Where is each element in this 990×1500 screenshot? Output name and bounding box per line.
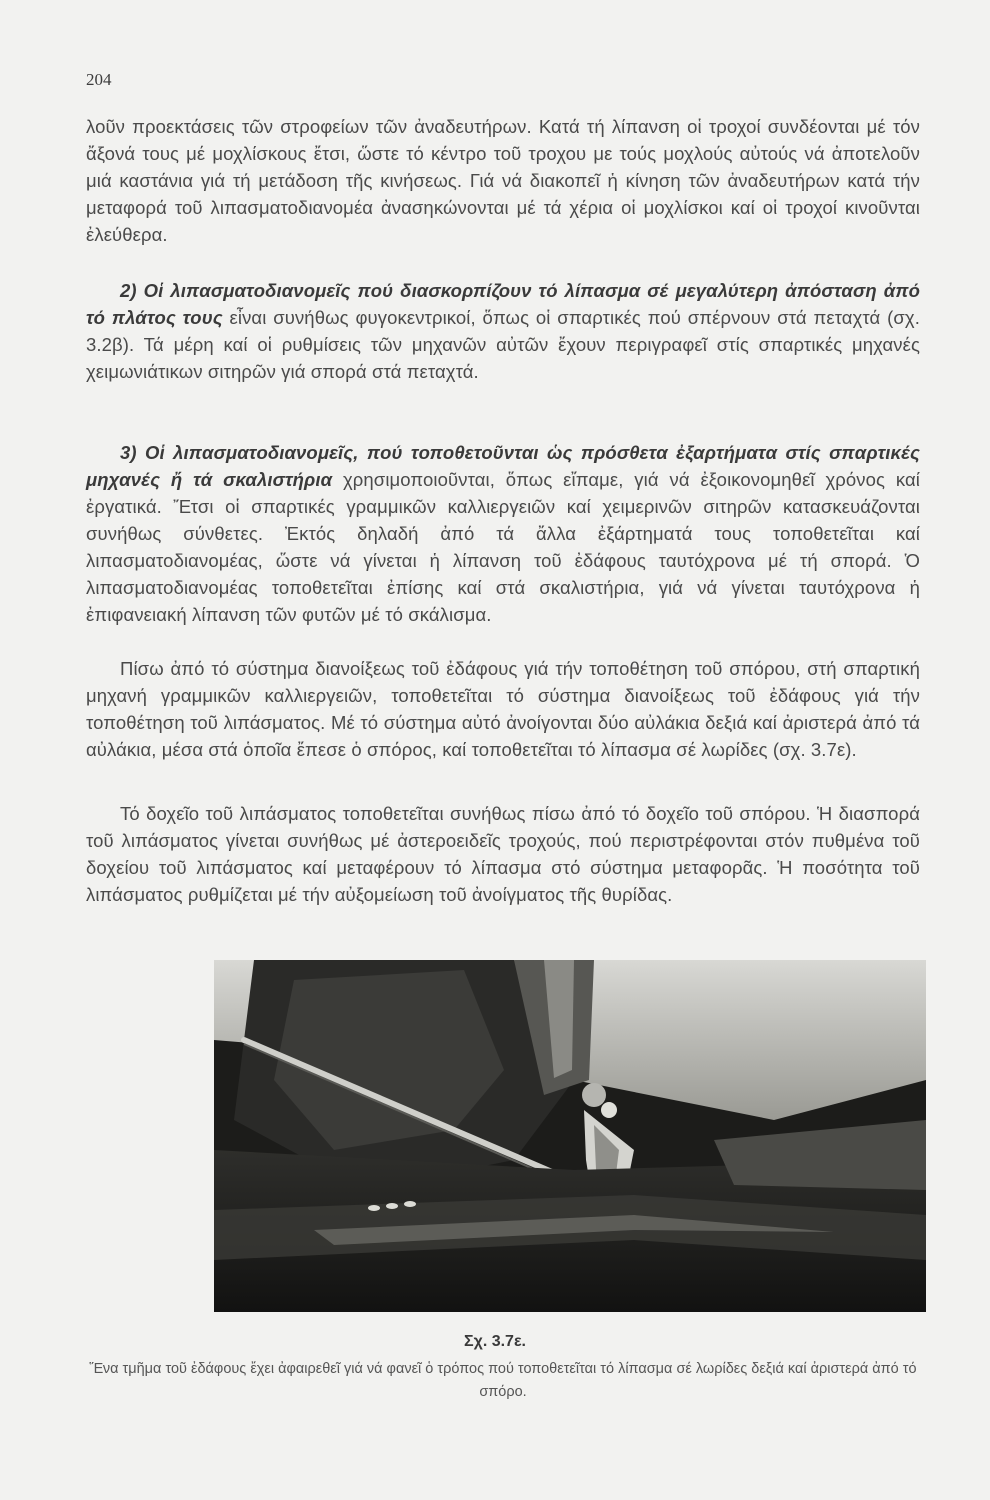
figure-photo bbox=[214, 960, 926, 1312]
paragraph-2-text: εἶναι συνήθως φυγοκεντρικοί, ὅπως οἱ σπαρτικές πού σπέρνουν στά πεταχτά (σχ. 3.2β). Τά μέρη καί οἱ ρυθμίσεις τῶν μηχανῶν αὐτῶν ἔχουν περιγραφεῖ στίς σπαρτικές μηχανές χειμωνιάτικων σιτηρῶν γιά σπορά στά πεταχτά. bbox=[86, 307, 920, 382]
paragraph-3 bbox=[86, 439, 920, 628]
seed-drill-photo-icon bbox=[214, 960, 926, 1312]
paragraph-1 bbox=[86, 113, 920, 248]
paragraph-4-text: Πίσω ἀπό τό σύστημα διανοίξεως τοῦ ἐδάφους γιά τήν τοποθέτηση τοῦ σπόρου, στή σπαρτική μηχανή γραμμικῶν καλλιεργειῶν, τοποθετεῖται τό σύστημα διανοίξεως τοῦ ἐδάφους γιά τήν τοποθέτηση τοῦ λιπάσματος. Μέ τό σύστημα αὐτό ἀνοίγονται δύο αὐλάκια δεξιά καί ἀριστερά ἀπό τά αὐλάκια, μέσα στά ὁποῖα ἔπεσε ὁ σπόρος, καί τοποθετεῖται τό λίπασμα σέ λωρίδες (σχ. 3.7ε). bbox=[86, 658, 920, 760]
paragraph-4 bbox=[86, 655, 920, 763]
paragraph-5 bbox=[86, 800, 920, 908]
paragraph-2 bbox=[86, 277, 920, 385]
figure-label: Σχ. 3.7ε. bbox=[464, 1333, 526, 1350]
paragraph-5-text: Τό δοχεῖο τοῦ λιπάσματος τοποθετεῖται συνήθως πίσω ἀπό τό δοχεῖο τοῦ σπόρου. Ἡ διασπορά τοῦ λιπάσματος γίνεται συνήθως μέ ἀστεροειδεῖς τροχούς, πού περιστρέφονται στόν πυθμένα τοῦ δοχείου τοῦ λιπάσματος καί μεταφέρουν τό λίπασμα στό σύστημα μεταφορᾶς. Ἡ ποσότητα τοῦ λιπάσματος ρυθμίζεται μέ τήν αὐξομείωση τοῦ ἀνοίγματος τῆς θυρίδας. bbox=[86, 803, 920, 905]
paragraph-1-text: λοῦν προεκτάσεις τῶν στροφείων τῶν ἀναδευτήρων. Κατά τή λίπανση οἱ τροχοί συνδέονται μέ τόν ἄξονά τους μέ μοχλίσκους ἔτσι, ὥστε τό κέντρο τοῦ τροχου με τούς μοχλούς αὐτούς νά ἀποτελοῦν μιά καστάνια γιά τή μετάδοση τῆς κινήσεως. Γιά νά διακοπεῖ ἡ κίνηση τῶν ἀναδευτήρων κατά τήν μεταφορά τοῦ λιπασματοδιανομέα ἀνασηκώνονται μέ τά χέρια οἱ μοχλίσκοι καί οἱ τροχοί κινοῦνται ἐλεύθερα. bbox=[86, 116, 920, 245]
paragraph-3-heading: 3) Οἱ λιπασματοδιανομεῖς, πού τοποθετοῦνται ὡς πρόσθετα ἐξαρτήματα στίς σπαρτικές μηχανές ἤ τά σκαλιστήρια bbox=[86, 442, 920, 490]
page-number: 204 bbox=[86, 70, 112, 89]
paragraph-2-heading: 2) Οἱ λιπασματοδιανομεῖς πού διασκορπίζουν τό λίπασμα σέ μεγαλύτερη ἀπόσταση ἀπό τό πλάτος τους bbox=[86, 280, 920, 328]
paragraph-3-text: χρησιμοποιοῦνται, ὅπως εἴπαμε, γιά νά ἐξοικονομηθεῖ χρόνος καί ἐργατικά. Ἔτσι οἱ σπαρτικές γραμμικῶν καλλιεργειῶν καί χειμερινῶν σιτηρῶν κατασκευάζονται συνήθως σύνθετες. Ἐκτός δηλαδή ἀπό τά ἄλλα ἐξάρτηματά τους τοποθετεῖται καί λιπασματοδιανομέας, ὥστε νά γίνεται ἡ λίπανση τοῦ ἐδάφους ταυτόχρονα μέ τή σπορά. Ὁ λιπασματοδιανομέας τοποθετεῖται ἐπίσης καί στά σκαλιστήρια, γιά νά γίνεται ταυτόχρονα ἡ ἐπιφανειακή λίπανση τῶν φυτῶν μέ τό σκάλισμα. bbox=[86, 469, 920, 625]
figure-caption: Ἕνα τμῆμα τοῦ ἐδάφους ἔχει ἀφαιρεθεῖ γιά νά φανεῖ ὁ τρόπος πού τοποθετεῖται τό λίπασμα σέ λωρίδες δεξιά καί ἀριστερά ἀπό τό σπόρο. bbox=[89, 1361, 917, 1400]
